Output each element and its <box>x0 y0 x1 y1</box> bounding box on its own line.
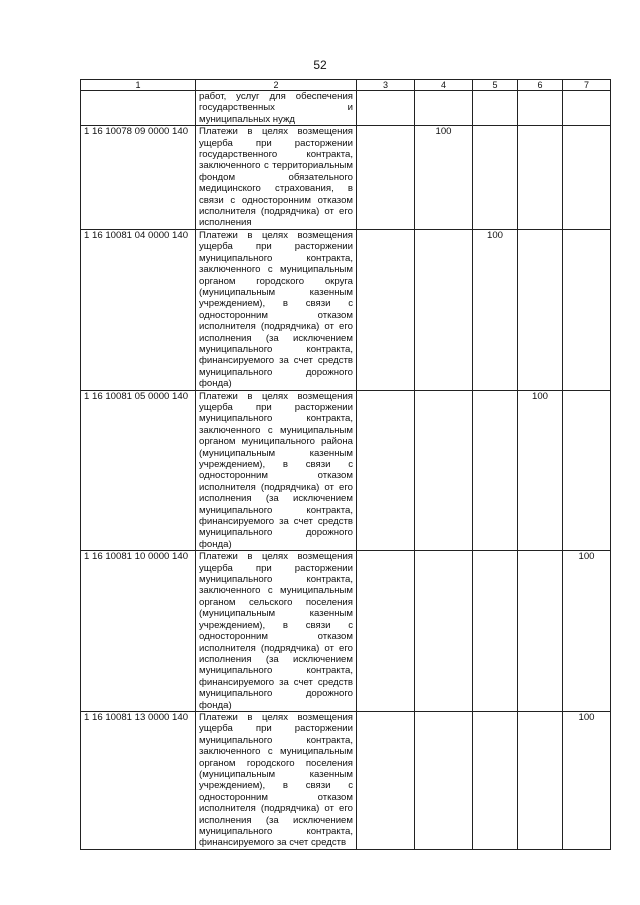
column-header: 6 <box>518 80 563 91</box>
row-code: 1 16 10081 04 0000 140 <box>81 229 196 390</box>
table-row <box>81 390 611 551</box>
row-value-col7 <box>563 229 611 390</box>
row-value-col5: 100 <box>473 229 518 390</box>
row-value-col5 <box>473 390 518 551</box>
column-header: 2 <box>196 80 357 91</box>
column-header: 1 <box>81 80 196 91</box>
page-number: 52 <box>313 58 327 72</box>
row-code <box>81 91 196 126</box>
row-value-col7: 100 <box>563 551 611 712</box>
row-value-col7 <box>563 126 611 230</box>
row-value-col5 <box>473 711 518 849</box>
row-value-col6 <box>518 711 563 849</box>
row-value-col7 <box>563 91 611 126</box>
row-description: Платежи в целях возмещения ущерба при расторжении муниципального контракта, заключенного с муниципальным органом муниципального района (муниципальным казенным учреждением), в связи с односторонним отказом исполнителя (подрядчика) от его исполнения (за исключением муниципального контракта, финансируемого за счет средств муниципального дорожного фонда) <box>196 390 357 551</box>
row-value-col3 <box>357 390 415 551</box>
row-description: Платежи в целях возмещения ущерба при расторжении муниципального контракта, заключенного с муниципальным органом городского поселения (муниципальным казенным учреждением), в связи с односторонним отказом исполнителя (подрядчика) от его исполнения (за исключением муниципального контракта, финансируемого за счет средств <box>196 711 357 849</box>
row-value-col5 <box>473 91 518 126</box>
row-value-col6: 100 <box>518 390 563 551</box>
row-value-col4 <box>415 229 473 390</box>
column-header: 5 <box>473 80 518 91</box>
row-code: 1 16 10078 09 0000 140 <box>81 126 196 230</box>
budget-table <box>80 79 611 850</box>
table-row <box>81 711 611 849</box>
column-header: 3 <box>357 80 415 91</box>
row-value-col4 <box>415 390 473 551</box>
row-value-col4 <box>415 551 473 712</box>
row-value-col3 <box>357 711 415 849</box>
row-description: Платежи в целях возмещения ущерба при расторжении муниципального контракта, заключенного с муниципальным органом сельского поселения (муниципальным казенным учреждением), в связи с односторонним отказом исполнителя (подрядчика) от его исполнения (за исключением муниципального контракта, финансируемого за счет средств муниципального дорожного фонда) <box>196 551 357 712</box>
row-value-col5 <box>473 551 518 712</box>
column-header: 4 <box>415 80 473 91</box>
header-row <box>81 80 611 91</box>
row-description: работ, услуг для обеспечения государственных и муниципальных нужд <box>196 91 357 126</box>
row-value-col6 <box>518 91 563 126</box>
row-value-col3 <box>357 91 415 126</box>
row-value-col7 <box>563 390 611 551</box>
table-row <box>81 91 611 126</box>
row-value-col6 <box>518 229 563 390</box>
row-code: 1 16 10081 13 0000 140 <box>81 711 196 849</box>
row-code: 1 16 10081 05 0000 140 <box>81 390 196 551</box>
table-row <box>81 551 611 712</box>
row-code: 1 16 10081 10 0000 140 <box>81 551 196 712</box>
table-row <box>81 126 611 230</box>
column-header: 7 <box>563 80 611 91</box>
row-value-col6 <box>518 126 563 230</box>
row-value-col3 <box>357 229 415 390</box>
row-description: Платежи в целях возмещения ущерба при расторжении муниципального контракта, заключенного с муниципальным органом городского округа (муниципальным казенным учреждением), в связи с односторонним отказом исполнителя (подрядчика) от его исполнения (за исключением муниципального контракта, финансируемого за счет средств муниципального дорожного фонда) <box>196 229 357 390</box>
row-value-col7: 100 <box>563 711 611 849</box>
row-description: Платежи в целях возмещения ущерба при расторжении государственного контракта, заключенного с территориальным фондом обязательного медицинского страхования, в связи с односторонним отказом исполнителя (подрядчика) от его исполнения <box>196 126 357 230</box>
row-value-col6 <box>518 551 563 712</box>
row-value-col5 <box>473 126 518 230</box>
row-value-col4: 100 <box>415 126 473 230</box>
row-value-col3 <box>357 551 415 712</box>
row-value-col4 <box>415 711 473 849</box>
row-value-col4 <box>415 91 473 126</box>
table-row <box>81 229 611 390</box>
row-value-col3 <box>357 126 415 230</box>
